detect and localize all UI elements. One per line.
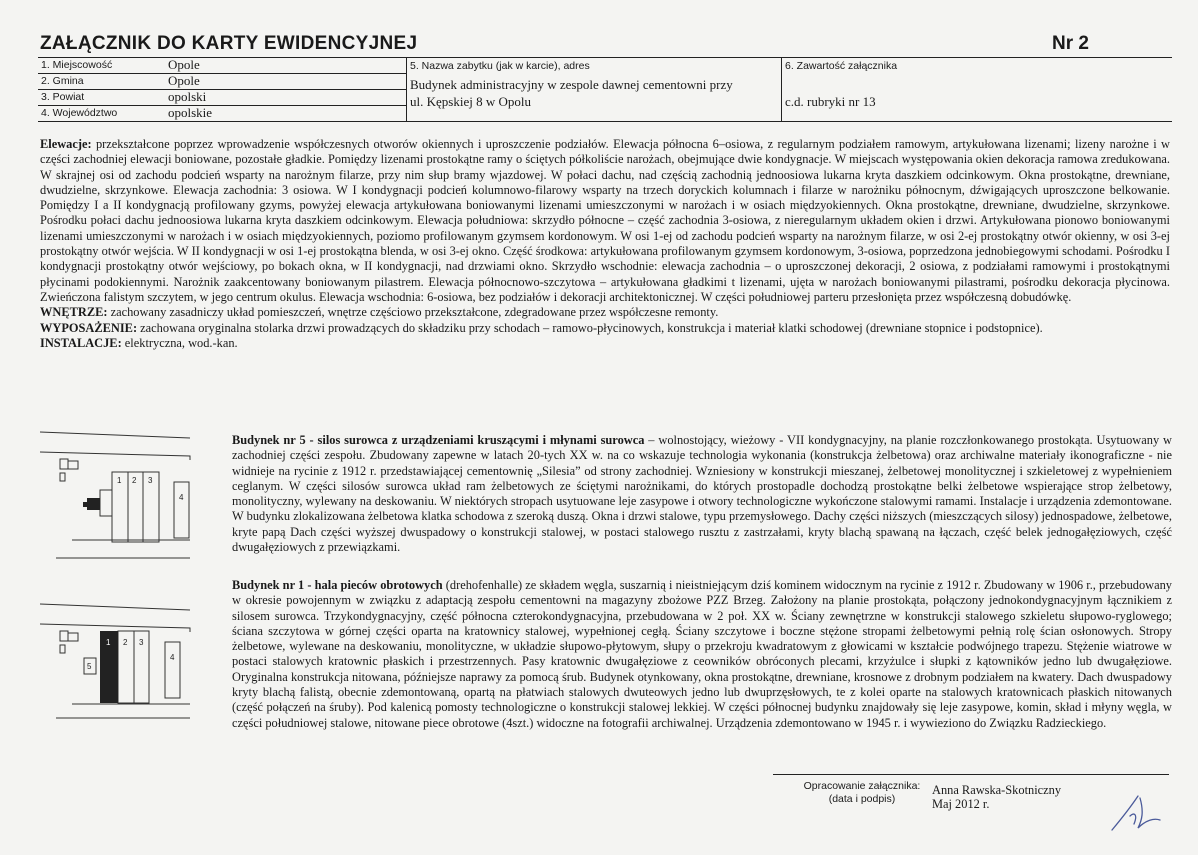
prepared-by (932, 783, 1061, 811)
plan2-building-4 (165, 642, 180, 698)
wnetrze-heading: WNĘTRZE: (40, 305, 108, 320)
plan1-label-3: 3 (148, 476, 153, 485)
plan2-label-1: 1 (106, 638, 111, 647)
prepared-date: Maj 2012 r. (932, 797, 990, 811)
table-bottom-border (38, 121, 1172, 122)
building-5-heading: Budynek nr 5 - silos surowca z urządzeniami kruszącymi i młynami surowca (232, 433, 645, 447)
meta-label-powiat: 3. Powiat (41, 91, 85, 103)
plan1-label-4: 4 (179, 493, 184, 502)
meta-value-miejscowosc: Opole (168, 57, 200, 72)
meta-value-wojewodztwo: opolskie (168, 105, 213, 120)
plan2-label-4: 4 (170, 653, 175, 662)
document-title: ZAŁĄCZNIK DO KARTY EWIDENCYJNEJ (40, 33, 418, 54)
contents-label: 6. Zawartość załącznika (785, 60, 898, 72)
site-plan-kiln-hall (40, 600, 220, 765)
footer-separator (773, 774, 1169, 775)
meta-value-gmina: Opole (168, 73, 200, 88)
monument-name-line1: Budynek administracyjny w zespole dawnej cementowni przy (410, 77, 733, 92)
table-top-border (38, 57, 1172, 58)
plan2-label-2: 2 (123, 638, 128, 647)
plan1-label-1: 1 (117, 476, 122, 485)
plan1-label-2: 2 (132, 476, 137, 485)
plan1-building-4 (174, 482, 189, 538)
plan2-label-3: 3 (139, 638, 144, 647)
elewacje-heading: Elewacje: (40, 137, 92, 151)
instalacje-heading: INSTALACJE: (40, 335, 122, 350)
wyposazenie-paragraph (40, 321, 1170, 336)
monument-name-label: 5. Nazwa zabytku (jak w karcie), adres (410, 60, 590, 72)
wyposazenie-heading: WYPOSAŻENIE: (40, 320, 138, 335)
site-plan-silos (40, 428, 220, 593)
building-5-description (232, 433, 1172, 555)
wyposazenie-text: zachowana oryginalna stolarka drzwi prowadzących do składziku przy schodach – ramowo-płycinowych, konstrukcja i materiał klatki schodowej (drewniane stopnice i podstopnice). (137, 320, 1043, 335)
instalacje-text: elektryczna, wod.-kan. (121, 335, 238, 350)
attachment-number: Nr 2 (1052, 33, 1089, 54)
instalacje-paragraph (40, 336, 1170, 351)
elewacje-text: przekształcone poprzez wprowadzenie współczesnych otworów okiennych i uproszczenie podziałów. Elewacja północna 6–osiowa, z regularnym podziałem ramowym, artykułowana lizenami; lizeny narożne i w części zachodniej elewacji boniowane, pozostałe gładkie. Pomiędzy lizenami prostokątne ramy o ściętych półkoliście narożach, obejmujące dwie kondygnacje. W miejscach występowania okien dekoracja ramowa zredukowana. W skrajnej osi od zachodu podcień wsparty na narożnym filarze, przy nim słup bramy wjazdowej. W połaci dachu, nad częścią zachodnią jednoosiowa lukarna kryta daszkiem odcinkowym. Okna prostokątne, drewniane, dwudzielne, skrzynkowe. Elewacja zachodnia: 3 osiowa. W I kondygnacji podcień kolumnowo-filarowy wsparty na trzech doryckich kolumnach i filarze w narożniku północnym, dźwigających uproszczone belkowanie. Pomiędzy I a II kondygnacją profilowany gzyms, powyżej elewacja artykułowana boniowanymi lizenami umieszczonymi w narożach i w osiach międzyokiennych. Okna prostokątne, drewniane, dwudzielne, skrzynkowe. Pośrodku połaci dachu jednoosiowa lukarna kryta daszkiem odcinkowym. Elewacja południowa: skrzydło północne – część zachodnia 3-osiowa, z nieregularnym układem okien i drzwi. Artykułowana pionowo boniowanymi lizenami umieszczonymi w narożach i w osiach międzyokiennych, poziomo profilowanym gzymsem kordonowym. W osi 1-ej od zachodu podcień wsparty na narożnym filarze, w osi 2-ej prostokątny otwór okienny, w osi 3-ej prostokątny otwór wejścia. W II kondygnacji w osi 1-ej prostokątna blenda, w osi 3-ej okno. Część środkowa: artykułowana profilowanym gzymsem kordonowym, 3-osiowa, poprzedzona jednobiegowymi schodami. Pośrodku I kondygnacji prostokątny otwór wejściowy, po bokach okna, w II kondygnacji, nad drzwiami okno. Skrzydło wschodnie: elewacja zachodnia – o uproszczonej dekoracji, 2 osiowa, z podziałami ramowymi i prostokątnymi płycinami podokiennymi. Narożnik zaakcentowany boniowanym pilastrem. Elewacja północnowo-szczytowa – artykułowana gładkimi t lizenami, ujęta w narożach boniowanymi pilastrami, pośrodku dekoracja płycinowa. Zwieńczona falistym szczytem, w jego centrum okulus. Elewacja wschodnia: 6-osiowa, bez podziałów i dekoracji architektonicznej. W części południowej parteru przesłonięta przez współczesną dobudówkę. (40, 137, 1170, 304)
prepared-by-label: Opracowanie załącznika: (data i podpis) (803, 780, 921, 805)
handwritten-signature (1108, 790, 1168, 835)
plan2-label-5: 5 (87, 662, 92, 671)
building-1-description (232, 578, 1172, 731)
meta-label-miejscowosc: 1. Miejscowość (41, 59, 113, 71)
wnetrze-paragraph (40, 305, 1170, 320)
meta-label-gmina: 2. Gmina (41, 75, 84, 87)
contents-value: c.d. rubryki nr 13 (785, 94, 876, 109)
monument-name-line2: ul. Kępskiej 8 w Opolu (410, 94, 531, 109)
elewacje-paragraph (40, 137, 1170, 305)
description-body (40, 137, 1170, 351)
wnetrze-text: zachowany zasadniczy układ pomieszczeń, wnętrze częściowo przekształcone, zdegradowane przez współczesne remonty. (107, 305, 719, 320)
author-name: Anna Rawska-Skotniczny (932, 783, 1062, 797)
building-1-heading: Budynek nr 1 - hala pieców obrotowych (232, 578, 443, 592)
building-5-text: – wolnostojący, wieżowy - VII kondygnacyjny, na planie rozczłonkowanego prostokąta. Usytuowany w zachodniej części zespołu. Zbudowany zapewne w latach 20-tych XX w. na co wskazuje technologia wykonania (konstrukcja żelbetowa) oraz archiwalne materiały ikonograficzne - nie widnieje na rycinie z 1912 r. przedstawiającej cementownię „Silesia” od strony zachodniej. Wzniesiony w konstrukcji mieszanej, żelbetowej monolitycznej i szkieletowej z wypełnieniem ceglanym. W części silosów surowca układ ram żelbetowych ze ściętymi narożnikami, do których prostopadle dochodzą prostokątne belki żelbetowe wspierające strop żelbetowy, monolityczny, wylewany na deskowaniu. W niektórych stropach usytuowane leje zasypowe i otwory technologiczne wykończone stalowymi ramami. Instalacje i urządzenia zdemontowane. W budynku zlokalizowana żelbetowa klatka schodowa z szeroką duszą. Okna i drzwi stalowe, typu przemysłowego. Dachy części niższych (mieszczących silosy) jednospadowe, żelbetowe, kryte papą Dach części wyższej dwuspadowy o konstrukcji stalowej, w postaci stalowego rusztu z zastrzałami, kryty blachą spawaną na łączach, część belek jednogałęziowych, część dwugałęziowych z przewiązkami. (232, 433, 1172, 555)
building-1-text: (drehofenhalle) ze składem węgla, suszarnią i nieistniejącym dziś kominem widocznym na rycinie z 1912 r. Zbudowany w 1906 r., przebudowany w okresie powojennym w związku z adaptacją zespołu cementowni na magazyny zbożowe PZZ Brzeg. Założony na planie prostokąta, połączony jednokondygnacyjnym łącznikiem z silosem surowca. Trzykondygnacyjny, część północna czterokondygnacyjna, przebudowana w 2 poł. XX w. Ściany zewnętrzne w konstrukcji stalowego szkieletu słupowo-ryglowego; ściana szczytowa w górnej części oparta na kratownicy stalowej, wypełnionej cegłą. Ściany szczytowe i boczne stężone stropami żelbetowymi pełnią rolę ścian osłonowych. Stropy żelbetowe, wylewane na deskowaniu, monolityczne, w układzie słupowo-płytowym, słupy o przekroju kwadratowym z głowicami w kształcie podwójnego trapezu. Stężenie wiatrowe w postaci stalowych kratownic płaskich i przestrzennych. Pasy kratownic dwugałęziowe z ceowników obróconych plecami, krzyżulce i słupki z kątowników jedno lub dwugałęziowe. Oryginalna konstrukcja nitowana, późniejsze naprawy za pomocą śrub. Budynek otynkowany, okna prostokątne, drewniane, krosnowe z drobnym podziałem na kwatery. Dach dwuspadowy kryty blachą falistą, obecnie zdemontowaną, opartą na płatwiach stalowych dwuteowych jedno lub dwuprzęsłowych, te z kolei oparte na stalowych kratownicach płaskich nitowanych (część połączeń na śruby). Pod kalenicą pomosty technologiczne o konstrukcji stalowej lekkiej. W części północnej budynku znajdowały się leje zasypowe, komin, skład i młyny węgla, w części południowej stalowe, nitowane piece obrotowe (4szt.) widoczne na fotografii archiwalnej. Urządzenia zdemontowano w 1945 r. i wywieziono do Związku Radzieckiego. (232, 578, 1172, 730)
meta-label-wojewodztwo: 4. Województwo (41, 107, 118, 119)
meta-value-powiat: opolski (168, 89, 207, 104)
